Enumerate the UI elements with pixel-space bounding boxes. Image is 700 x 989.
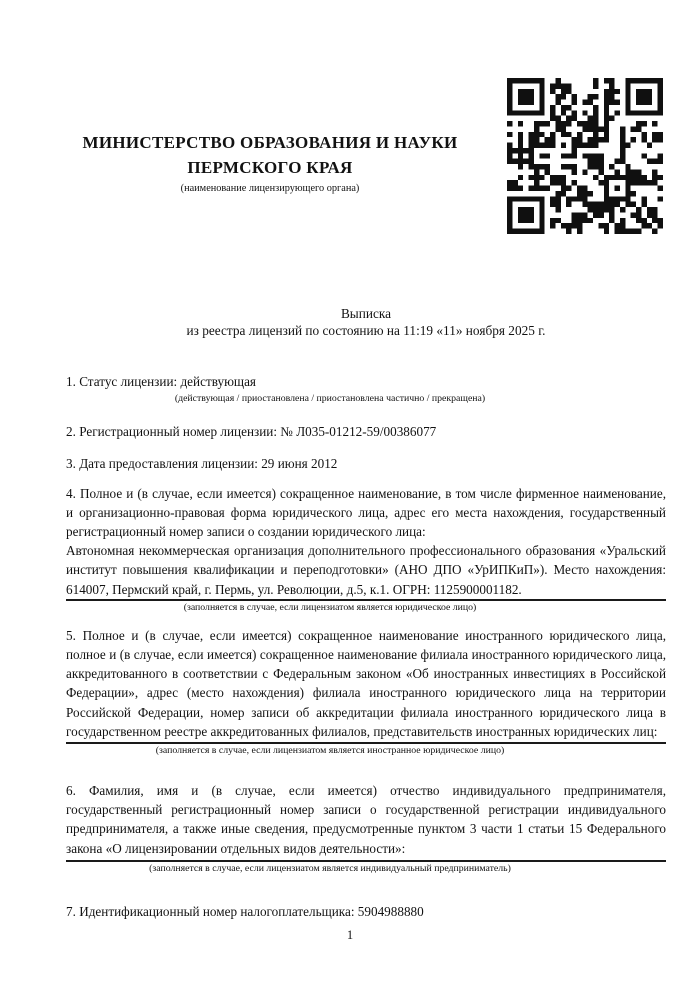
ministry-name-line1: МИНИСТЕРСТВО ОБРАЗОВАНИЯ И НАУКИ [82, 133, 458, 152]
clause-2 [66, 422, 666, 441]
clause-6-text: 6. Фамилия, имя и (в случае, если имеется) отчество индивидуального предпринимателя, государственный регистрационный номер записи о государственной регистрации индивидуального предпринимателя, а также иные сведения, предусмотренные пунктом 3 части 1 статьи 15 Федерального закона «О лицензировании отдельных видов деятельности»: [66, 783, 666, 856]
ministry-caption: (наименование лицензирующего органа) [180, 183, 360, 194]
licensing-authority-header [40, 130, 500, 195]
clause-3-text: 3. Дата предоставления лицензии: 29 июня 2012 [66, 456, 338, 472]
clause-1-caption: (действующая / приостановлена / приостановлена частично / прекращена) [174, 393, 486, 405]
clause-4 [66, 484, 666, 614]
ministry-name-line2: ПЕРМСКОГО КРАЯ [187, 158, 353, 177]
document-title [66, 305, 666, 339]
clause-1 [66, 372, 666, 405]
ministry-name [40, 130, 500, 180]
page-number: 1 [346, 928, 354, 942]
qr-code [507, 78, 663, 236]
clause-6 [66, 781, 666, 875]
document-title-line1: Выписка [340, 306, 392, 321]
clause-5-text: 5. Полное и (в случае, если имеется) сокращенное наименование иностранного юридического лица, полное и (в случае, если имеется) сокращенное наименование филиала иностранного юридического лица, аккредитованного в соответствии с Федеральным законом «Об иностранных инвестициях в Российской Федерации», адрес (место нахождения) филиала иностранного юридического лица на территории Российской Федерации, номер записи об аккредитации филиала иностранного юридического лица в государственном реестре аккредитованных филиалов, представительств иностранных юридических лиц: [66, 627, 666, 739]
clause-7 [66, 902, 666, 921]
clause-3 [66, 454, 666, 473]
clause-4-value: Автономная некоммерческая организация дополнительного профессионального образования «Уральский институт повышения квалификации и переподготовки» (АНО ДПО «УрИПКиП»). Место нахождения: 614007, Пермский край, г. Пермь, ул. Революции, д.5, к.1. ОГРН: 1125900001182. [66, 543, 666, 597]
clause-5 [66, 626, 666, 757]
clause-1-text: 1. Статус лицензии: действующая [66, 374, 257, 389]
clause-7-text: 7. Идентификационный номер налогоплательщика: 5904988880 [66, 903, 424, 919]
clause-2-text: 2. Регистрационный номер лицензии: № Л035-01212-59/00386077 [66, 424, 437, 440]
clause-5-caption: (заполняется в случае, если лицензиатом является иностранное юридическое лицо) [155, 745, 505, 757]
document-body [66, 366, 666, 921]
clause-4-caption: (заполняется в случае, если лицензиатом является юридическое лицо) [183, 601, 477, 613]
clause-4-text: 4. Полное и (в случае, если имеется) сокращенное наименование, в том числе фирменное наименование, и организационно-правовая форма юридического лица, адрес его места нахождения, государственный регистрационный номер записи о создании юридического лица: [66, 485, 666, 540]
clause-6-caption: (заполняется в случае, если лицензиатом является индивидуальный предприниматель) [149, 862, 511, 874]
document-title-line2: из реестра лицензий по состоянию на 11:19 «11» ноября 2025 г. [186, 323, 546, 338]
qr-code-svg [507, 78, 663, 234]
